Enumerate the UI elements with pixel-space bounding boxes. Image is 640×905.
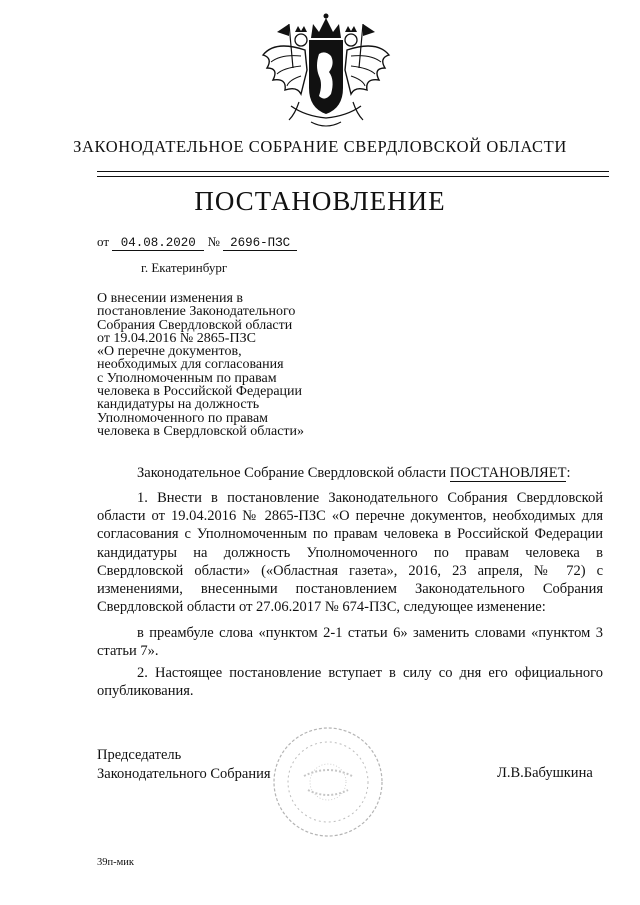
subject-line: человека в Свердловской области» [97, 423, 305, 439]
subject-line: Уполномоченного по правам [97, 410, 269, 426]
organization-name: ЗАКОНОДАТЕЛЬНОЕ СОБРАНИЕ СВЕРДЛОВСКОЙ ОБЛАСТИ [73, 137, 567, 156]
document-date: 04.08.2020 [112, 236, 204, 251]
decree-word: ПОСТАНОВЛЯЕТ [449, 465, 567, 481]
document-subject [97, 292, 357, 438]
number-prefix: № [207, 234, 220, 249]
document-type-title: ПОСТАНОВЛЕНИЕ [194, 186, 446, 216]
subject-line: постановление Законодательного [97, 304, 296, 320]
official-seal-stamp-icon [270, 724, 386, 840]
paragraph-1: 1. Внести в постановление Законодательного Собрания Свердловской области от 19.04.2016 № 2865-ПЗС «О перечне документов, необходимых для согласования с Уполномоченным по правам человека в Российской Федерации кандидатуры на должность Уполномоченного по правам человека в Свердловской области» («Областная газета», 2016, 23 апреля, № 72) с изменениями, внесенными постановлением Законодательного Собрания Свердловской области от 27.06.2017 № 674-ПЗС, следующее изменение: [97, 490, 603, 616]
document-number: 2696-ПЗС [223, 236, 297, 251]
subject-line: О внесении изменения в [97, 291, 243, 306]
signatory-title-line-1: Председатель [97, 747, 182, 763]
preamble-colon: : [566, 465, 571, 481]
date-prefix: от [97, 234, 110, 249]
signatory-title-line-2: Законодательного Собрания [97, 766, 271, 782]
subject-line: «О перечне документов, [97, 344, 242, 360]
preamble-text: Законодательное Собрание Свердловской области [137, 465, 450, 481]
subject-line: Собрания Свердловской области [97, 317, 293, 333]
subject-line: необходимых для согласования [97, 357, 284, 373]
subject-line: человека в Российской Федерации [97, 384, 303, 400]
signatory-title [97, 746, 271, 784]
signatory-name: Л.В.Бабушкина [497, 765, 593, 781]
city: г. Екатеринбург [141, 260, 228, 275]
paragraph-2: 2. Настоящее постановление вступает в силу со дня его официального опубликования. [97, 665, 603, 700]
paragraph-1-change: в преамбуле слова «пунктом 2-1 статьи 6» заменить словами «пунктом 3 статьи 7». [97, 625, 603, 660]
coat-of-arms-icon [255, 10, 397, 132]
registration-line [97, 234, 297, 251]
footer-code: 39п-мик [97, 857, 134, 868]
subject-line: от 19.04.2016 № 2865-ПЗС [97, 330, 256, 346]
subject-line: с Уполномоченным по правам [97, 370, 277, 386]
preamble [137, 465, 570, 482]
header-double-rule [97, 171, 609, 177]
subject-line: кандидатуры на должность [97, 397, 260, 413]
